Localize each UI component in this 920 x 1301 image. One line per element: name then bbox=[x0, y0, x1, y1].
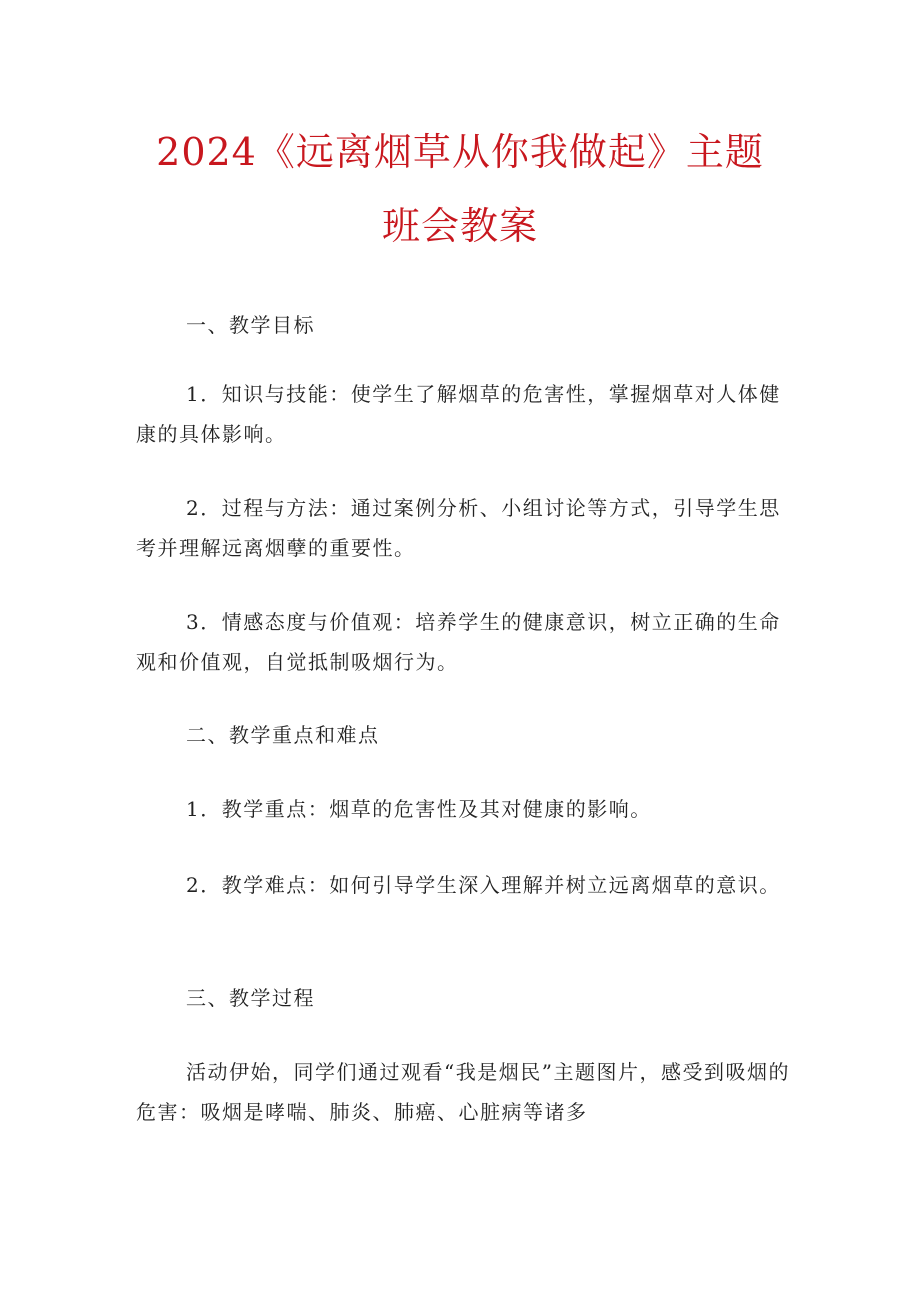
section-heading-key-points: 二、教学重点和难点 bbox=[186, 723, 380, 747]
section-heading-objectives: 一、教学目标 bbox=[186, 313, 315, 337]
objective-item-1: 1．知识与技能：使学生了解烟草的危害性，掌握烟草对人体健康的具体影响。 bbox=[136, 382, 781, 446]
section-heading-process: 三、教学过程 bbox=[186, 986, 315, 1010]
key-point-item-2: 2．教学难点：如何引导学生深入理解并树立远离烟草的意识。 bbox=[186, 873, 781, 897]
document-title-line-2: 班会教案 bbox=[381, 204, 538, 248]
key-point-item-1: 1．教学重点：烟草的危害性及其对健康的影响。 bbox=[186, 797, 652, 821]
process-paragraph-1: 活动伊始，同学们通过观看“我是烟民”主题图片，感受到吸烟的危害：吸烟是哮喘、肺炎、肺癌、心脏病等诸多 bbox=[136, 1060, 790, 1124]
objective-item-2: 2．过程与方法：通过案例分析、小组讨论等方式，引导学生思考并理解远离烟孽的重要性。 bbox=[136, 496, 781, 560]
document-title-line-1: 2024《远离烟草从你我做起》主题 bbox=[156, 130, 764, 174]
objective-item-3: 3．情感态度与价值观：培养学生的健康意识，树立正确的生命观和价值观，自觉抵制吸烟行为。 bbox=[136, 610, 781, 674]
